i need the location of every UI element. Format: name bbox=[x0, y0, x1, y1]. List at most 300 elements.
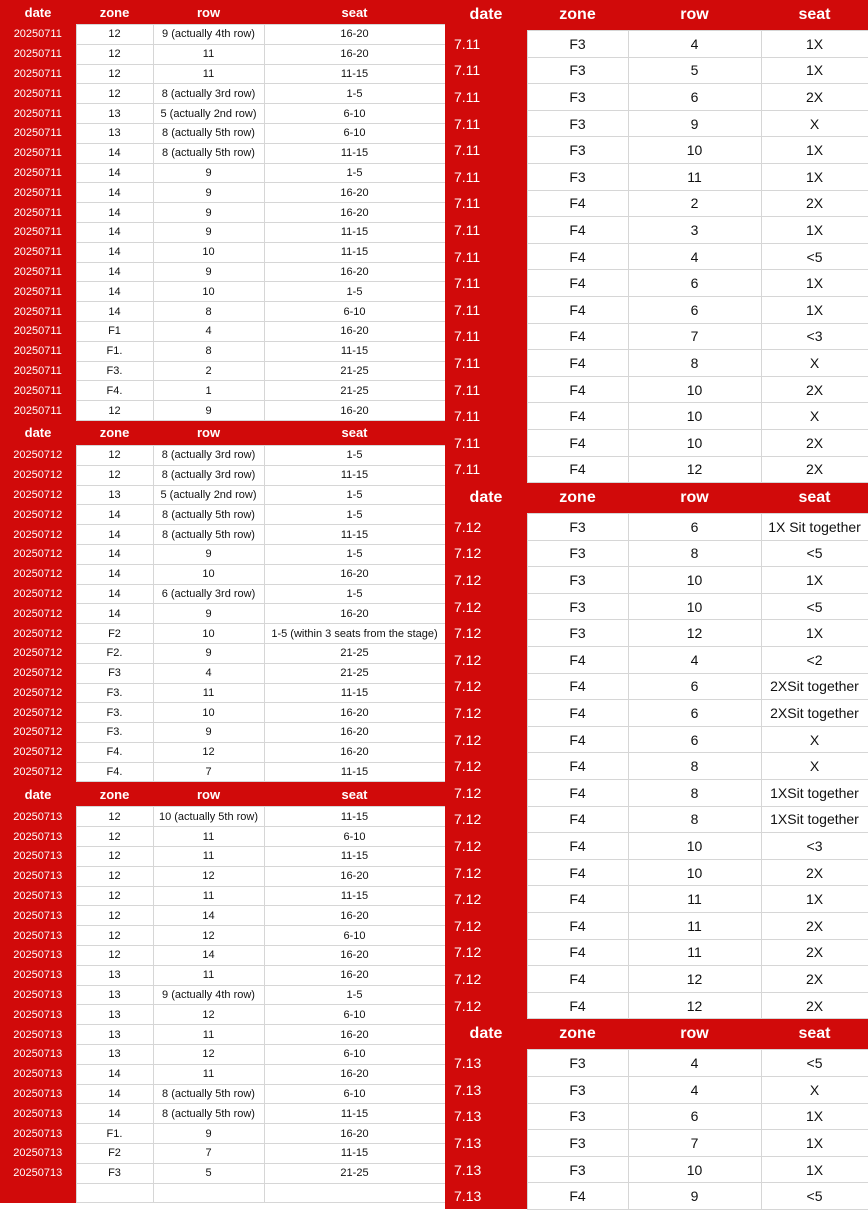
seat-cell: X bbox=[761, 110, 868, 137]
table-row bbox=[445, 913, 868, 940]
seat-cell: 6-10 bbox=[264, 1045, 445, 1065]
table-row bbox=[445, 1050, 868, 1077]
table-row bbox=[445, 1183, 868, 1210]
seat-cell: X bbox=[761, 350, 868, 377]
zone-cell: F4 bbox=[527, 992, 628, 1019]
table-row bbox=[0, 143, 445, 163]
seat-cell: 16-20 bbox=[264, 1124, 445, 1144]
seat-cell: 1X bbox=[761, 620, 868, 647]
date-cell: 20250713 bbox=[0, 1104, 76, 1124]
row-cell: 7 bbox=[628, 323, 761, 350]
row-cell: 11 bbox=[153, 847, 264, 867]
zone-cell: 14 bbox=[76, 1084, 153, 1104]
table-row bbox=[0, 341, 445, 361]
zone-cell: F3. bbox=[76, 703, 153, 723]
date-cell: 20250712 bbox=[0, 465, 76, 485]
table-row bbox=[445, 110, 868, 137]
zone-cell: F4 bbox=[527, 726, 628, 753]
seat-cell: 2X bbox=[761, 913, 868, 940]
zone-cell: F2 bbox=[76, 624, 153, 644]
table-row bbox=[445, 57, 868, 84]
row-cell: 5 (actually 2nd row) bbox=[153, 485, 264, 505]
table-row bbox=[445, 806, 868, 833]
date-cell: 7.13 bbox=[445, 1156, 527, 1183]
row-cell: 12 bbox=[628, 456, 761, 483]
seat-cell: 11-15 bbox=[264, 341, 445, 361]
row-cell: 8 bbox=[628, 806, 761, 833]
row-cell: 7 bbox=[153, 762, 264, 782]
seat-cell: <5 bbox=[761, 243, 868, 270]
zone-cell: 13 bbox=[76, 965, 153, 985]
zone-cell: F4 bbox=[527, 323, 628, 350]
table-row bbox=[0, 1025, 445, 1045]
date-cell: 7.11 bbox=[445, 57, 527, 84]
date-cell: 20250712 bbox=[0, 742, 76, 762]
column-header-row: row bbox=[153, 782, 264, 807]
seat-cell: 2X bbox=[761, 859, 868, 886]
zone-cell: F3 bbox=[527, 57, 628, 84]
row-cell: 10 bbox=[628, 1156, 761, 1183]
table-row bbox=[0, 544, 445, 564]
row-cell: 9 bbox=[153, 203, 264, 223]
date-cell: 20250711 bbox=[0, 401, 76, 421]
seat-cell: 11-15 bbox=[264, 762, 445, 782]
seat-cell: 2XSit together bbox=[761, 700, 868, 727]
zone-cell: 12 bbox=[76, 926, 153, 946]
row-cell: 4 bbox=[153, 663, 264, 683]
seat-cell: 11-15 bbox=[264, 807, 445, 827]
date-cell: 7.12 bbox=[445, 620, 527, 647]
zone-cell: F4 bbox=[527, 673, 628, 700]
seat-cell: 16-20 bbox=[264, 321, 445, 341]
table-row bbox=[445, 1076, 868, 1103]
zone-cell: 14 bbox=[76, 564, 153, 584]
seat-cell: 1X bbox=[761, 57, 868, 84]
row-cell: 9 bbox=[153, 604, 264, 624]
seat-cell: X bbox=[761, 726, 868, 753]
seat-cell: 21-25 bbox=[264, 663, 445, 683]
table-row bbox=[0, 25, 445, 45]
seat-cell: 11-15 bbox=[264, 847, 445, 867]
seat-cell: 2XSit together bbox=[761, 673, 868, 700]
row-cell: 11 bbox=[153, 827, 264, 847]
zone-cell: 14 bbox=[76, 163, 153, 183]
row-cell: 5 bbox=[628, 57, 761, 84]
row-cell: 6 bbox=[628, 1103, 761, 1130]
table-row bbox=[445, 567, 868, 594]
row-cell: 12 bbox=[153, 1005, 264, 1025]
row-cell: 5 (actually 2nd row) bbox=[153, 104, 264, 124]
zone-cell: 13 bbox=[76, 104, 153, 124]
zone-cell: F4 bbox=[527, 376, 628, 403]
seat-cell: 21-25 bbox=[264, 1163, 445, 1183]
seat-cell: 6-10 bbox=[264, 302, 445, 322]
table-row bbox=[0, 742, 445, 762]
row-cell: 9 bbox=[153, 183, 264, 203]
date-cell: 20250713 bbox=[0, 847, 76, 867]
zone-cell: F4 bbox=[527, 806, 628, 833]
column-header-seat: seat bbox=[264, 782, 445, 807]
zone-cell: F3 bbox=[527, 1130, 628, 1157]
zone-cell: 12 bbox=[76, 25, 153, 45]
table-row bbox=[445, 270, 868, 297]
seat-cell: 21-25 bbox=[264, 643, 445, 663]
date-cell: 7.12 bbox=[445, 780, 527, 807]
row-cell: 10 bbox=[153, 703, 264, 723]
seat-cell: 16-20 bbox=[264, 1064, 445, 1084]
seat-cell: 1X bbox=[761, 270, 868, 297]
date-cell: 20250711 bbox=[0, 123, 76, 143]
seat-cell: 1X bbox=[761, 137, 868, 164]
row-cell: 6 bbox=[628, 270, 761, 297]
zone-cell: F3. bbox=[76, 683, 153, 703]
table-row bbox=[0, 624, 445, 644]
date-cell: 20250712 bbox=[0, 762, 76, 782]
zone-cell: F1. bbox=[76, 1124, 153, 1144]
right-header-row bbox=[445, 0, 868, 31]
table-row bbox=[0, 203, 445, 223]
seat-cell: 11-15 bbox=[264, 242, 445, 262]
table-row bbox=[445, 700, 868, 727]
right-seat-table bbox=[445, 0, 868, 1210]
zone-cell: 12 bbox=[76, 827, 153, 847]
date-cell: 20250711 bbox=[0, 222, 76, 242]
date-cell: 20250712 bbox=[0, 525, 76, 545]
seat-cell: 1X bbox=[761, 217, 868, 244]
zone-cell: 12 bbox=[76, 886, 153, 906]
table-row bbox=[0, 505, 445, 525]
row-cell: 3 bbox=[628, 217, 761, 244]
date-cell: 7.12 bbox=[445, 859, 527, 886]
zone-cell: 13 bbox=[76, 985, 153, 1005]
seat-cell: 1X bbox=[761, 1103, 868, 1130]
table-row bbox=[0, 64, 445, 84]
table-row bbox=[0, 1005, 445, 1025]
row-cell: 9 bbox=[153, 262, 264, 282]
right-header-row bbox=[445, 483, 868, 514]
zone-cell: F3 bbox=[527, 1050, 628, 1077]
zone-cell: F4 bbox=[527, 429, 628, 456]
date-cell: 20250713 bbox=[0, 1144, 76, 1164]
column-header-zone: zone bbox=[76, 782, 153, 807]
row-cell: 11 bbox=[153, 1064, 264, 1084]
table-row bbox=[0, 282, 445, 302]
row-cell: 6 bbox=[628, 514, 761, 541]
seat-cell: <3 bbox=[761, 323, 868, 350]
row-cell: 9 bbox=[153, 401, 264, 421]
table-row bbox=[445, 886, 868, 913]
row-cell: 8 (actually 5th row) bbox=[153, 143, 264, 163]
table-row bbox=[0, 723, 445, 743]
column-header-zone: zone bbox=[76, 420, 153, 445]
zone-cell: 14 bbox=[76, 143, 153, 163]
date-cell: 20250711 bbox=[0, 163, 76, 183]
zone-cell: 14 bbox=[76, 302, 153, 322]
row-cell: 4 bbox=[628, 1050, 761, 1077]
zone-cell: F4 bbox=[527, 780, 628, 807]
column-header-row: row bbox=[628, 483, 761, 514]
left-header-row bbox=[0, 782, 445, 807]
table-row bbox=[0, 401, 445, 421]
seat-cell: 1X bbox=[761, 886, 868, 913]
column-header-zone: zone bbox=[527, 483, 628, 514]
row-cell: 11 bbox=[628, 163, 761, 190]
row-cell: 4 bbox=[628, 1076, 761, 1103]
zone-cell: F4 bbox=[527, 700, 628, 727]
date-cell: 20250713 bbox=[0, 1005, 76, 1025]
seat-cell: 1-5 (within 3 seats from the stage) bbox=[264, 624, 445, 644]
date-cell: 20250711 bbox=[0, 381, 76, 401]
date-cell: 20250713 bbox=[0, 886, 76, 906]
date-cell: 20250713 bbox=[0, 827, 76, 847]
column-header-date: date bbox=[445, 483, 527, 514]
zone-cell: F4 bbox=[527, 939, 628, 966]
date-cell: 7.12 bbox=[445, 833, 527, 860]
date-cell: 20250713 bbox=[0, 1045, 76, 1065]
row-cell: 8 (actually 5th row) bbox=[153, 525, 264, 545]
row-cell: 6 bbox=[628, 84, 761, 111]
date-cell: 20250712 bbox=[0, 643, 76, 663]
date-cell: 20250713 bbox=[0, 866, 76, 886]
date-cell: 7.11 bbox=[445, 323, 527, 350]
row-cell: 8 bbox=[153, 302, 264, 322]
date-cell: 7.11 bbox=[445, 31, 527, 58]
date-cell: 20250713 bbox=[0, 1025, 76, 1045]
table-row bbox=[0, 321, 445, 341]
seat-cell: 6-10 bbox=[264, 104, 445, 124]
row-cell: 6 (actually 3rd row) bbox=[153, 584, 264, 604]
date-cell: 20250712 bbox=[0, 505, 76, 525]
table-row bbox=[0, 683, 445, 703]
date-cell: 20250711 bbox=[0, 143, 76, 163]
seat-cell: 16-20 bbox=[264, 723, 445, 743]
date-cell: 7.12 bbox=[445, 886, 527, 913]
seat-cell: <3 bbox=[761, 833, 868, 860]
row-cell: 6 bbox=[628, 700, 761, 727]
date-cell: 7.12 bbox=[445, 647, 527, 674]
seat-cell: 11-15 bbox=[264, 222, 445, 242]
date-cell: 20250712 bbox=[0, 663, 76, 683]
table-row bbox=[0, 361, 445, 381]
row-cell: 9 bbox=[153, 723, 264, 743]
seat-cell: 11-15 bbox=[264, 683, 445, 703]
date-cell: 7.12 bbox=[445, 514, 527, 541]
table-row bbox=[0, 123, 445, 143]
row-cell: 8 (actually 5th row) bbox=[153, 123, 264, 143]
row-cell: 8 (actually 3rd row) bbox=[153, 445, 264, 465]
table-row bbox=[0, 663, 445, 683]
table-row bbox=[0, 926, 445, 946]
table-row bbox=[0, 242, 445, 262]
seat-cell: 16-20 bbox=[264, 1025, 445, 1045]
zone-cell: 14 bbox=[76, 1104, 153, 1124]
date-cell: 20250711 bbox=[0, 44, 76, 64]
zone-cell: 14 bbox=[76, 203, 153, 223]
column-header-row: row bbox=[153, 420, 264, 445]
zone-cell: 14 bbox=[76, 1064, 153, 1084]
date-cell: 20250711 bbox=[0, 64, 76, 84]
zone-cell: 14 bbox=[76, 262, 153, 282]
table-row bbox=[0, 1045, 445, 1065]
row-cell: 11 bbox=[153, 886, 264, 906]
table-row bbox=[445, 1130, 868, 1157]
date-cell: 20250713 bbox=[0, 926, 76, 946]
seat-cell: 1-5 bbox=[264, 163, 445, 183]
seat-cell: 1-5 bbox=[264, 505, 445, 525]
zone-cell: F3. bbox=[76, 361, 153, 381]
zone-cell: 12 bbox=[76, 44, 153, 64]
table-row bbox=[445, 1103, 868, 1130]
table-row bbox=[445, 620, 868, 647]
zone-cell: 14 bbox=[76, 505, 153, 525]
date-cell: 20250712 bbox=[0, 604, 76, 624]
table-row bbox=[0, 1124, 445, 1144]
seat-cell: 1-5 bbox=[264, 485, 445, 505]
row-cell: 12 bbox=[628, 992, 761, 1019]
row-cell: 9 bbox=[628, 1183, 761, 1210]
table-row bbox=[445, 859, 868, 886]
date-cell: 7.12 bbox=[445, 913, 527, 940]
zone-cell: F3 bbox=[527, 514, 628, 541]
table-row bbox=[0, 525, 445, 545]
zone-cell: F3 bbox=[527, 593, 628, 620]
seat-cell: <5 bbox=[761, 1183, 868, 1210]
table-row bbox=[0, 1144, 445, 1164]
zone-cell: 14 bbox=[76, 282, 153, 302]
row-cell: 8 bbox=[153, 341, 264, 361]
zone-cell: F3 bbox=[76, 1163, 153, 1183]
seat-cell: 11-15 bbox=[264, 143, 445, 163]
table-row bbox=[0, 465, 445, 485]
row-cell: 6 bbox=[628, 296, 761, 323]
date-cell: 7.11 bbox=[445, 110, 527, 137]
table-row bbox=[0, 807, 445, 827]
zone-cell: F3 bbox=[527, 1103, 628, 1130]
row-cell: 10 bbox=[628, 403, 761, 430]
zone-cell: 13 bbox=[76, 123, 153, 143]
zone-cell: F3. bbox=[76, 723, 153, 743]
seat-cell: X bbox=[761, 403, 868, 430]
zone-cell: F3 bbox=[527, 1156, 628, 1183]
seat-cell: <5 bbox=[761, 1050, 868, 1077]
table-row bbox=[445, 376, 868, 403]
table-row bbox=[445, 540, 868, 567]
row-cell: 6 bbox=[628, 726, 761, 753]
seat-cell: X bbox=[761, 753, 868, 780]
date-cell: 20250713 bbox=[0, 1084, 76, 1104]
table-row bbox=[0, 827, 445, 847]
zone-cell: F4 bbox=[527, 270, 628, 297]
zone-cell: 12 bbox=[76, 847, 153, 867]
seat-cell: 16-20 bbox=[264, 906, 445, 926]
row-cell: 10 bbox=[628, 137, 761, 164]
date-cell: 7.12 bbox=[445, 567, 527, 594]
row-cell: 7 bbox=[628, 1130, 761, 1157]
table-row bbox=[0, 886, 445, 906]
date-cell: 7.11 bbox=[445, 429, 527, 456]
seat-cell: 1-5 bbox=[264, 544, 445, 564]
seat-cell: <2 bbox=[761, 647, 868, 674]
column-header-zone: zone bbox=[76, 0, 153, 25]
table-row bbox=[445, 753, 868, 780]
zone-cell: F3 bbox=[76, 663, 153, 683]
table-row bbox=[445, 31, 868, 58]
row-cell: 10 bbox=[153, 564, 264, 584]
column-header-date: date bbox=[0, 0, 76, 25]
zone-cell: 12 bbox=[76, 445, 153, 465]
row-cell: 8 bbox=[628, 753, 761, 780]
table-row bbox=[0, 381, 445, 401]
seat-cell: 1-5 bbox=[264, 985, 445, 1005]
table-row bbox=[0, 104, 445, 124]
seat-cell: 1XSit together bbox=[761, 806, 868, 833]
zone-cell: F3 bbox=[527, 137, 628, 164]
row-cell: 12 bbox=[153, 926, 264, 946]
date-cell: 20250712 bbox=[0, 683, 76, 703]
zone-cell: 14 bbox=[76, 242, 153, 262]
date-cell: 7.11 bbox=[445, 456, 527, 483]
row-cell: 4 bbox=[628, 647, 761, 674]
zone-cell: F4 bbox=[527, 913, 628, 940]
date-cell: 20250712 bbox=[0, 584, 76, 604]
date-cell: 7.13 bbox=[445, 1050, 527, 1077]
zone-cell: F1. bbox=[76, 341, 153, 361]
date-cell: 7.11 bbox=[445, 270, 527, 297]
seat-cell: 16-20 bbox=[264, 703, 445, 723]
date-cell: 7.11 bbox=[445, 84, 527, 111]
zone-cell: F4 bbox=[527, 966, 628, 993]
row-cell: 9 (actually 4th row) bbox=[153, 985, 264, 1005]
zone-cell: F3 bbox=[527, 31, 628, 58]
zone-cell: 14 bbox=[76, 525, 153, 545]
table-row bbox=[0, 604, 445, 624]
table-row bbox=[445, 456, 868, 483]
table-row bbox=[0, 1163, 445, 1183]
table-row bbox=[445, 190, 868, 217]
zone-cell: F3 bbox=[527, 1076, 628, 1103]
zone-cell: 14 bbox=[76, 584, 153, 604]
table-row bbox=[445, 323, 868, 350]
zone-cell: 13 bbox=[76, 1045, 153, 1065]
date-cell: 7.12 bbox=[445, 753, 527, 780]
table-row bbox=[445, 243, 868, 270]
zone-cell: F4 bbox=[527, 350, 628, 377]
seat-cell: 1X bbox=[761, 163, 868, 190]
seat-cell: 16-20 bbox=[264, 742, 445, 762]
zone-cell: 13 bbox=[76, 1025, 153, 1045]
table-row bbox=[0, 703, 445, 723]
table-row bbox=[0, 222, 445, 242]
date-cell: 7.12 bbox=[445, 700, 527, 727]
zone-cell: F3 bbox=[527, 110, 628, 137]
zone-cell: F4 bbox=[527, 456, 628, 483]
row-cell: 9 bbox=[153, 643, 264, 663]
column-header-date: date bbox=[445, 0, 527, 31]
row-cell: 4 bbox=[153, 321, 264, 341]
column-header-seat: seat bbox=[264, 0, 445, 25]
row-cell: 10 bbox=[153, 624, 264, 644]
seat-cell: 11-15 bbox=[264, 1104, 445, 1124]
table-row bbox=[0, 44, 445, 64]
zone-cell: F3 bbox=[527, 540, 628, 567]
seat-cell: 16-20 bbox=[264, 401, 445, 421]
seat-cell: 2X bbox=[761, 966, 868, 993]
row-cell: 8 (actually 3rd row) bbox=[153, 465, 264, 485]
table-row bbox=[0, 965, 445, 985]
zone-cell: F4 bbox=[527, 1183, 628, 1210]
row-cell: 10 bbox=[153, 242, 264, 262]
seat-cell: 6-10 bbox=[264, 1005, 445, 1025]
